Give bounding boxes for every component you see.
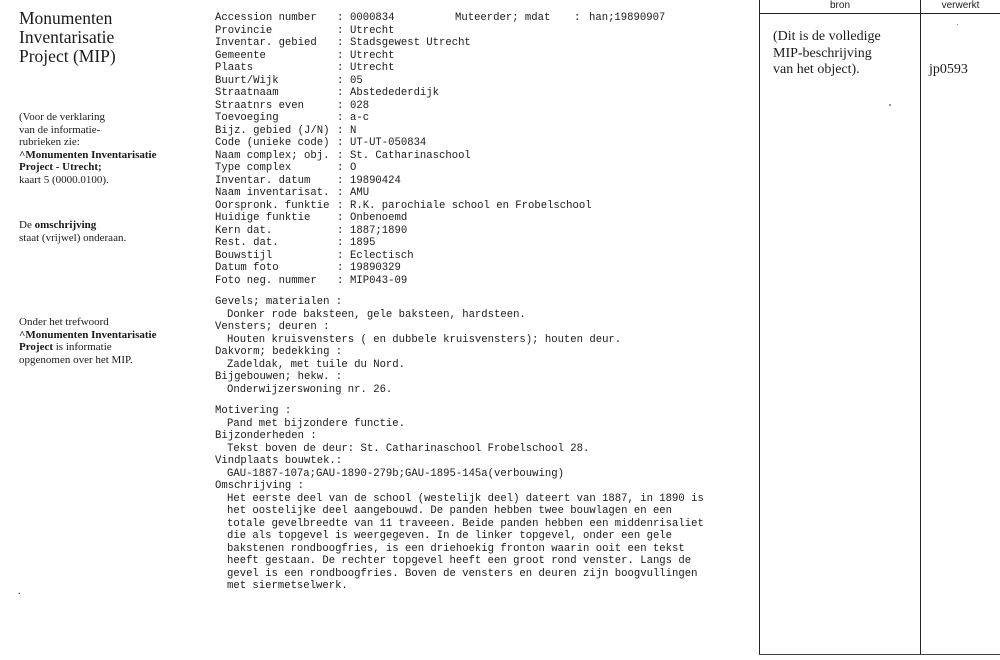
column-divider — [920, 0, 921, 655]
field-colon: : — [337, 224, 344, 237]
field-label: Straatnaam — [215, 87, 279, 99]
description-note — [19, 219, 126, 244]
section-label: Bijzonderheden : — [215, 430, 317, 442]
field-colon: : — [337, 12, 344, 24]
field-colon: : — [574, 12, 581, 24]
field-label: Straatnrs even — [215, 99, 305, 112]
section-label: Gevels; materialen : — [215, 296, 343, 308]
field-label: Provincie — [215, 24, 273, 37]
field-colon: : — [337, 137, 344, 149]
field-label: Foto neg. nummer — [215, 274, 317, 287]
note-line: Onder het trefwoord — [19, 316, 109, 328]
title-line: Inventarisatie — [19, 27, 115, 47]
field-value: 19890424 — [350, 174, 401, 187]
field-row — [215, 212, 704, 225]
field-value: 19890329 — [350, 262, 401, 274]
note-line: rubrieken zie: — [19, 136, 80, 148]
omschrijving-line: gevel is een rondboogfries. Boven de vensters en deuren zijn boogvullingen — [227, 567, 698, 580]
field-label: Type complex — [215, 162, 292, 174]
title-line: Project (MIP) — [19, 46, 116, 66]
field-value: Abstedederdijk — [350, 87, 440, 99]
field-value: MIP043-09 — [350, 274, 408, 287]
section-body: Zadeldak, met tuile du Nord. — [227, 358, 406, 371]
field-value: Onbenoemd — [350, 212, 408, 224]
field-row — [215, 187, 704, 200]
section-label: Bijgebouwen; hekw. : — [215, 371, 343, 383]
field-colon: : — [337, 62, 344, 74]
field-value: 0000834 — [350, 12, 395, 24]
field-row — [215, 37, 704, 50]
field-row — [215, 162, 704, 175]
field-row — [215, 137, 704, 150]
omschrijving-line: bakstenen rondboogfries, is een driehoekig fronton waarin ooit een tekst — [227, 542, 685, 555]
field-row — [215, 275, 704, 288]
field-colon: : — [337, 174, 344, 187]
material-sections — [215, 296, 704, 396]
field-row — [215, 225, 704, 238]
muteerder-label: Muteerder; mdat — [455, 12, 551, 24]
field-colon: : — [337, 274, 344, 287]
field-colon: : — [337, 37, 344, 49]
keyword-note — [19, 316, 156, 366]
field-label: Inventar. gebied — [215, 37, 317, 49]
field-value: UT-UT-050834 — [350, 137, 427, 149]
field-colon: : — [337, 249, 344, 262]
field-value: N — [350, 124, 357, 137]
field-value: Stadsgewest Utrecht — [350, 37, 471, 49]
field-row — [215, 175, 704, 188]
note-text: is informatie — [53, 341, 112, 353]
field-colon: : — [337, 74, 344, 87]
field-value: Utrecht — [350, 49, 395, 62]
note-line: (Voor de verklaring — [19, 111, 105, 123]
field-label: Buurt/Wijk — [215, 74, 279, 87]
field-label: Naam complex; obj. — [215, 149, 330, 162]
field-label: Accession number — [215, 12, 317, 24]
section-label: Motivering : — [215, 405, 292, 417]
note-line: van de informatie- — [19, 123, 101, 136]
field-value: AMU — [350, 187, 370, 199]
section-body: Pand met bijzondere functie. — [227, 417, 406, 430]
section-body: GAU-1887-107a;GAU-1890-279b;GAU-1895-145a(verbouwing) — [227, 467, 564, 480]
omschrijving-line: met siermetselwerk. — [227, 580, 348, 592]
field-label: Plaats — [215, 62, 254, 74]
field-label: Bijz. gebied (J/N) — [215, 124, 330, 137]
note-bold: ^Monumenten Inventarisatie — [19, 328, 157, 341]
record-card — [215, 12, 704, 593]
field-label: Bouwstijl — [215, 249, 273, 262]
note-line: opgenomen over het MIP. — [19, 353, 133, 366]
field-colon: : — [337, 187, 344, 199]
field-label: Huidige funktie — [215, 212, 311, 224]
field-value: 1887;1890 — [350, 224, 408, 237]
omschrijving-line: heeft gestaan. De rechter topgevel heeft een groot rond venster. Langs de — [227, 555, 692, 567]
note-bold: omschrijving — [34, 219, 97, 231]
note-bold: ^Monumenten Inventarisatie — [19, 148, 157, 161]
stray-dot: . — [18, 586, 21, 597]
field-row — [215, 237, 704, 250]
header-verwerkt: verwerkt — [941, 0, 980, 11]
section-body: Donker rode baksteen, gele baksteen, hardsteen. — [227, 308, 526, 321]
field-label: Toevoeging — [215, 112, 279, 124]
section-label: Vindplaats bouwtek.: — [215, 455, 343, 467]
omschrijving-line: het oostelijke deel aangebouwd. De panden hebben twee bouwlagen en een — [227, 505, 673, 517]
info-sections — [215, 405, 704, 480]
section-label: Vensters; deuren : — [215, 321, 330, 333]
verwerkt-cell: jp0593 — [929, 62, 968, 77]
note-line: kaart 5 (0000.0100). — [19, 173, 109, 186]
section-body: Tekst boven de deur: St. Catharinaschool Frobelschool 28. — [227, 442, 590, 455]
field-list — [215, 12, 704, 287]
field-label: Oorspronk. funktie — [215, 199, 330, 212]
field-colon: : — [337, 212, 344, 224]
field-colon: : — [337, 162, 344, 174]
section-body: Houten kruisvensters ( en dubbele kruisvensters); houten deur. — [227, 333, 622, 346]
field-colon: : — [337, 237, 344, 249]
field-row — [215, 112, 704, 125]
muteerder-value: han;19890907 — [589, 12, 666, 24]
field-colon: : — [337, 87, 344, 99]
note-bold: Project — [19, 341, 53, 353]
scan-speck — [889, 104, 891, 106]
field-colon: : — [337, 112, 344, 124]
field-value: R.K. parochiale school en Frobelschool — [350, 199, 592, 212]
field-value: 028 — [350, 99, 370, 112]
field-row — [215, 12, 704, 25]
field-colon: : — [337, 124, 344, 137]
field-colon: : — [337, 149, 344, 162]
field-value: O — [350, 162, 357, 174]
header-rule — [759, 13, 1000, 14]
title-line: Monumenten — [19, 8, 113, 28]
bron-line: MIP-beschrijving — [773, 45, 872, 61]
field-row — [215, 262, 704, 275]
field-value: Eclectisch — [350, 249, 414, 262]
field-row — [215, 62, 704, 75]
field-label: Rest. dat. — [215, 237, 279, 249]
field-row — [215, 25, 704, 38]
note-text: De — [19, 219, 35, 231]
section-body: Onderwijzerswoning nr. 26. — [227, 383, 393, 396]
field-value: Utrecht — [350, 24, 395, 37]
section-label: Dakvorm; bedekking : — [215, 346, 343, 358]
field-label: Inventar. datum — [215, 174, 311, 187]
field-value: St. Catharinaschool — [350, 149, 471, 162]
field-value: 1895 — [350, 237, 376, 249]
field-row — [215, 250, 704, 263]
field-colon: : — [337, 199, 344, 212]
field-colon: : — [337, 99, 344, 112]
column-divider — [759, 0, 760, 655]
legend-note — [19, 111, 156, 186]
field-row — [215, 125, 704, 138]
note-line: staat (vrijwel) onderaan. — [19, 231, 127, 244]
note-bold: Project - Utrecht; — [19, 161, 102, 173]
omschrijving-label: Omschrijving : — [215, 480, 305, 492]
field-row — [215, 87, 704, 100]
field-label: Datum foto — [215, 262, 279, 274]
field-value: Utrecht — [350, 62, 395, 74]
field-label: Code (unieke code) — [215, 137, 330, 149]
field-colon: : — [337, 24, 344, 37]
header-bron: bron — [829, 0, 850, 11]
field-colon: : — [337, 49, 344, 62]
field-row — [215, 150, 704, 163]
bron-line: van het object). — [773, 62, 860, 77]
omschrijving-line: die als topgevel is weergegeven. In de linker topgevel, onder een gele — [227, 530, 673, 542]
field-row — [215, 200, 704, 213]
field-row — [215, 100, 704, 113]
field-label: Gemeente — [215, 49, 266, 62]
omschrijving-line: Het eerste deel van de school (westelijk deel) dateert van 1887, in 1890 is — [227, 492, 704, 505]
mip-title — [19, 9, 116, 66]
field-row — [215, 50, 704, 63]
omschrijving-line: totale gevelbreedte van 11 traveeen. Beide panden hebben een middenrisaliet — [227, 517, 704, 530]
field-row — [215, 75, 704, 88]
field-value: a-c — [350, 112, 370, 124]
bron-line: (Dit is de volledige — [773, 29, 881, 44]
field-label: Kern dat. — [215, 224, 273, 237]
bron-cell — [773, 29, 881, 79]
omschrijving-text — [215, 493, 704, 593]
field-label: Naam inventarisat. — [215, 187, 330, 199]
field-value: 05 — [350, 74, 363, 87]
field-colon: : — [337, 262, 344, 274]
scan-speck — [957, 24, 958, 25]
bottom-rule — [759, 654, 1000, 655]
